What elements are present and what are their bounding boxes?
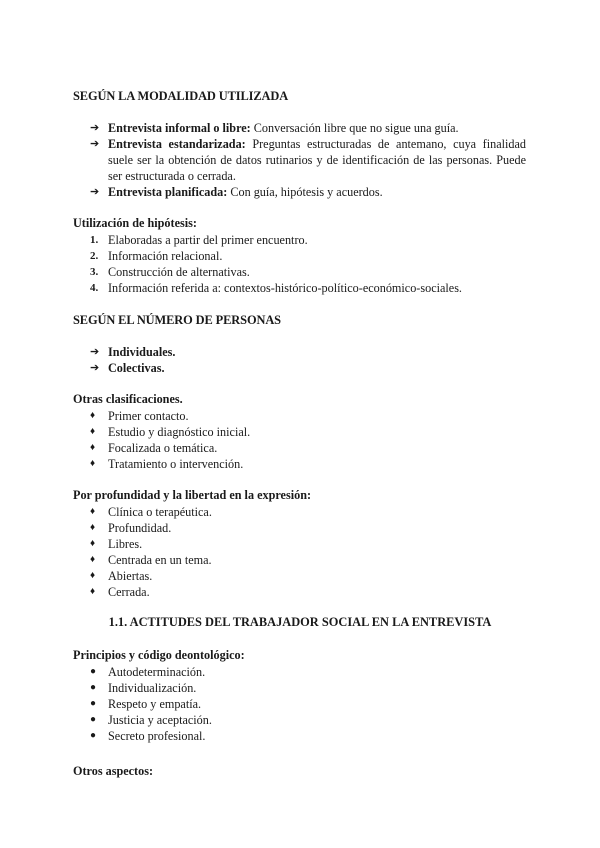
bullet-dot-icon: ● [90, 714, 97, 725]
subheading-principios: Principios y código deontológico: [73, 648, 245, 662]
bullet-dot-icon: ● [90, 666, 97, 677]
item-text: Elaboradas a partir del primer encuentro. [108, 233, 308, 247]
list-item [90, 680, 526, 696]
subheading-hipotesis: Utilización de hipótesis: [73, 216, 197, 230]
section-heading-actitudes: 1.1. ACTITUDES DEL TRABAJADOR SOCIAL EN LA ENTREVISTA [108, 615, 492, 629]
subheading-otras-clasificaciones: Otras clasificaciones. [73, 392, 183, 406]
profundidad-list [90, 504, 526, 600]
list-item [90, 408, 526, 424]
item-number: 1. [90, 234, 99, 246]
bullet-dot-icon: ● [90, 730, 97, 741]
list-item [90, 536, 526, 552]
item-text: Conversación libre que no sigue una guía. [250, 121, 459, 135]
list-item [90, 232, 526, 248]
item-text: Cerrada. [108, 585, 150, 599]
list-item [90, 664, 526, 680]
list-item [90, 360, 526, 376]
list-item [90, 264, 526, 280]
subheading-otros-aspectos: Otros aspectos: [73, 764, 153, 778]
item-text: Secreto profesional. [108, 729, 206, 743]
diamond-icon: ♦ [90, 410, 96, 421]
diamond-icon: ♦ [90, 554, 96, 565]
list-item [90, 504, 526, 520]
item-text: Clínica o terapéutica. [108, 505, 212, 519]
item-text: Autodeterminación. [108, 665, 206, 679]
list-item [90, 280, 526, 296]
list-item [90, 584, 526, 600]
diamond-icon: ♦ [90, 522, 96, 533]
item-text: Preguntas estructuradas de antemano, cuya finalidad suele ser la obtención de datos rutinarios y de identificación de las personas. Puede ser estructurada o cerrada. [108, 137, 526, 183]
item-text: Estudio y diagnóstico inicial. [108, 425, 251, 439]
hipotesis-list [90, 232, 526, 296]
item-text: Individualización. [108, 681, 197, 695]
arrow-icon: ➔ [90, 138, 100, 150]
item-label: Entrevista estandarizada: [108, 137, 246, 151]
list-item [90, 456, 526, 472]
list-item [90, 120, 526, 136]
arrow-icon: ➔ [90, 122, 100, 134]
item-text: Construcción de alternativas. [108, 265, 250, 279]
diamond-icon: ♦ [90, 458, 96, 469]
list-item [90, 712, 526, 728]
section-heading-personas: SEGÚN EL NÚMERO DE PERSONAS [73, 313, 281, 327]
item-text: Individuales. [108, 345, 176, 359]
list-item [90, 344, 526, 360]
list-item [90, 728, 526, 744]
diamond-icon: ♦ [90, 506, 96, 517]
list-item [90, 696, 526, 712]
arrow-icon: ➔ [90, 186, 100, 198]
arrow-icon: ➔ [90, 346, 100, 358]
item-text: Primer contacto. [108, 409, 189, 423]
item-label: Entrevista informal o libre: [108, 121, 251, 135]
item-text: Con guía, hipótesis y acuerdos. [227, 185, 383, 199]
bullet-dot-icon: ● [90, 682, 97, 693]
item-text: Profundidad. [108, 521, 172, 535]
item-text: Colectivas. [108, 361, 165, 375]
item-number: 2. [90, 250, 99, 262]
personas-list [90, 344, 526, 376]
item-text: Centrada en un tema. [108, 553, 212, 567]
item-number: 3. [90, 266, 99, 278]
item-label: Entrevista planificada: [108, 185, 228, 199]
item-text: Información relacional. [108, 249, 223, 263]
list-item [90, 440, 526, 456]
modalidad-list [90, 120, 526, 200]
subheading-profundidad: Por profundidad y la libertad en la expresión: [73, 488, 312, 502]
arrow-icon: ➔ [90, 362, 100, 374]
list-item [90, 520, 526, 536]
diamond-icon: ♦ [90, 586, 96, 597]
principios-list [90, 664, 526, 744]
list-item [90, 424, 526, 440]
item-number: 4. [90, 282, 99, 294]
item-text: Focalizada o temática. [108, 441, 218, 455]
otras-clasificaciones-list [90, 408, 526, 472]
diamond-icon: ♦ [90, 570, 96, 581]
item-text: Abiertas. [108, 569, 153, 583]
list-item [90, 552, 526, 568]
list-item [90, 184, 526, 200]
item-text: Información referida a: contextos-histórico-político-económico-sociales. [108, 281, 462, 295]
diamond-icon: ♦ [90, 442, 96, 453]
item-text: Tratamiento o intervención. [108, 457, 244, 471]
item-text: Libres. [108, 537, 143, 551]
section-heading-modalidad: SEGÚN LA MODALIDAD UTILIZADA [73, 89, 289, 103]
diamond-icon: ♦ [90, 538, 96, 549]
list-item [90, 568, 526, 584]
item-text: Justicia y aceptación. [108, 713, 212, 727]
diamond-icon: ♦ [90, 426, 96, 437]
list-item [90, 136, 526, 184]
bullet-dot-icon: ● [90, 698, 97, 709]
list-item [90, 248, 526, 264]
item-text: Respeto y empatía. [108, 697, 202, 711]
